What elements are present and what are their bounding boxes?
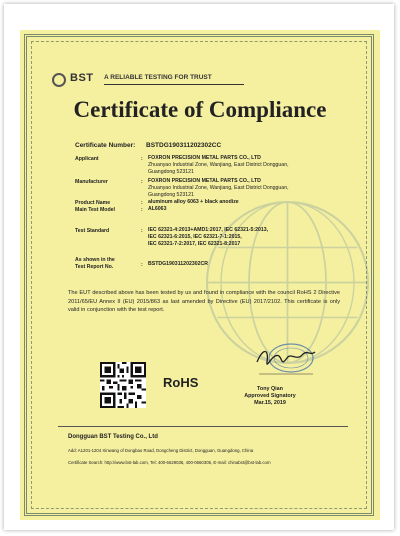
manufacturer-value: FOXRON PRECISION METAL PARTS CO., LTD Zhuanyao Industrial Zone, Wanjiang, East District Dongguan, Guangdong 523121 (148, 178, 289, 198)
certificate-number-label: Certificate Number: (75, 142, 136, 149)
tagline-divider (104, 84, 244, 85)
tagline: A RELIABLE TESTING FOR TRUST (104, 74, 212, 81)
colon: : (141, 262, 143, 268)
test-report-value: BSTDG190311202302CR (148, 261, 208, 267)
test-report-label: As shown in the Test Report No. (75, 257, 115, 270)
company-address: Add: A1201-1204 Xinwang of Dongbao Road, Dongcheng District, Dongguan, Guangdong, China (68, 448, 254, 453)
company-name: Dongguan BST Testing Co., Ltd (68, 434, 158, 440)
compliance-statement: The EUT described above has been tested by us and found in compliance with the council RoHS 2 Directive 2011/65/EU Annex II (EU) 2015/863 as last amended by Directive (EU) 2017/2102. This certificate is only valid in conjunction with the test report. (68, 290, 340, 314)
signer-name: Tony Qian (257, 386, 283, 392)
product-name-value: aluminum alloy 6063 + black anodize (148, 199, 239, 205)
certificate-search-info: Certificate Search: http://www.bst-lab.com, Tel: 400-6629036, 400-0660305, E-mail: chinabst@bst-lab.com (68, 460, 271, 465)
colon: : (141, 179, 143, 185)
colon: : (141, 200, 143, 206)
applicant-label: Applicant (75, 156, 99, 162)
document-title: Certificate of Compliance (73, 97, 327, 122)
qr-code-icon (100, 362, 146, 408)
test-standard-value: IEC 62321-4:2013+AMD1:2017, IEC 62321-5:2013, IEC 62321-6:2015, IEC 62321-7-1:2015, IEC 62321-7-2:2017, IEC 62321-8:2017 (148, 227, 269, 247)
signature-stamp (253, 340, 318, 380)
colon: : (141, 207, 143, 213)
product-name-label: Product Name (75, 200, 111, 206)
main-test-model-value: AL6063 (148, 206, 167, 212)
main-test-model-label: Main Test Model (75, 207, 115, 213)
manufacturer-label: Manufacturer (75, 179, 108, 185)
logo-text: BST (70, 72, 94, 84)
signer-date: Mar.15, 2019 (254, 400, 286, 406)
signer-role: Approved Signatory (244, 393, 296, 399)
test-standard-label: Test Standard (75, 228, 110, 234)
bst-logo-icon (52, 73, 66, 87)
applicant-value: FOXRON PRECISION METAL PARTS CO., LTD Zhuanyao Industrial Zone, Wanjiang, East District Dongguan, Guangdong 523121 (148, 155, 289, 175)
colon: : (141, 228, 143, 234)
footer-divider (58, 426, 348, 427)
certificate-number-value: BSTDG190311202302CC (146, 142, 222, 149)
rohs-mark: RoHS (163, 375, 199, 390)
colon: : (141, 156, 143, 162)
